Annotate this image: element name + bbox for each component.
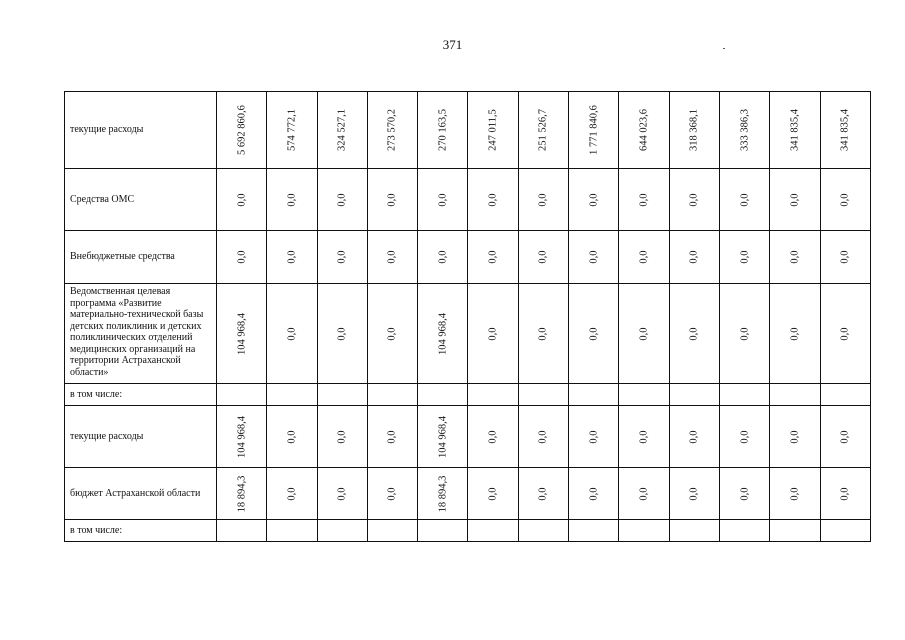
row-label: Средства ОМС xyxy=(65,169,217,231)
cell-value: 0,0 xyxy=(638,429,650,444)
value-cell xyxy=(267,284,317,384)
row-label: бюджет Астраханской области xyxy=(65,468,217,520)
value-cell xyxy=(518,520,568,542)
value-cell xyxy=(669,231,719,284)
value-cell xyxy=(820,92,871,169)
cell-value: 0,0 xyxy=(839,486,851,501)
value-cell xyxy=(669,169,719,231)
cell-value: 0,0 xyxy=(789,429,801,444)
value-cell xyxy=(619,284,669,384)
value-cell xyxy=(468,231,518,284)
cell-value: 0,0 xyxy=(336,429,348,444)
value-cell xyxy=(820,468,871,520)
cell-value: 104 968,4 xyxy=(437,312,449,355)
table-row xyxy=(65,406,871,468)
table-row xyxy=(65,231,871,284)
value-cell xyxy=(216,231,266,284)
cell-value: 318 368,1 xyxy=(688,109,700,151)
value-cell xyxy=(317,284,367,384)
cell-value: 0,0 xyxy=(588,326,600,341)
value-cell xyxy=(569,169,619,231)
cell-value: 0,0 xyxy=(386,486,398,501)
value-cell xyxy=(770,406,820,468)
cell-value: 0,0 xyxy=(487,250,499,264)
value-cell xyxy=(669,384,719,406)
value-cell xyxy=(820,520,871,542)
cell-value: 0,0 xyxy=(286,326,298,341)
cell-value: 270 163,5 xyxy=(437,109,449,151)
value-cell xyxy=(418,406,468,468)
value-cell xyxy=(367,231,417,284)
cell-value: 574 772,1 xyxy=(286,109,298,151)
value-cell xyxy=(216,284,266,384)
cell-value: 0,0 xyxy=(336,250,348,264)
table-row xyxy=(65,284,871,384)
cell-value: 0,0 xyxy=(588,429,600,444)
value-cell xyxy=(820,169,871,231)
value-cell xyxy=(719,468,769,520)
cell-value: 0,0 xyxy=(739,326,751,341)
value-cell xyxy=(569,384,619,406)
value-cell xyxy=(569,231,619,284)
value-cell xyxy=(669,468,719,520)
cell-value: 0,0 xyxy=(739,192,751,207)
value-cell xyxy=(267,406,317,468)
value-cell xyxy=(569,520,619,542)
value-cell xyxy=(367,520,417,542)
cell-value: 0,0 xyxy=(336,326,348,341)
cell-value: 0,0 xyxy=(839,250,851,264)
value-cell xyxy=(317,406,367,468)
cell-value: 0,0 xyxy=(286,250,298,264)
value-cell xyxy=(619,468,669,520)
value-cell xyxy=(719,92,769,169)
value-cell xyxy=(569,92,619,169)
page-number: 371 xyxy=(442,37,463,52)
value-cell xyxy=(267,468,317,520)
value-cell xyxy=(216,468,266,520)
row-label: в том числе: xyxy=(65,520,217,542)
cell-value: 0,0 xyxy=(588,192,600,207)
cell-value: 0,0 xyxy=(437,192,449,207)
value-cell xyxy=(669,284,719,384)
value-cell xyxy=(820,231,871,284)
row-label: Внебюджетные средства xyxy=(65,231,217,284)
cell-value: 0,0 xyxy=(537,192,549,207)
value-cell xyxy=(317,384,367,406)
value-cell xyxy=(216,384,266,406)
value-cell xyxy=(719,169,769,231)
value-cell xyxy=(468,406,518,468)
value-cell xyxy=(468,92,518,169)
value-cell xyxy=(569,284,619,384)
value-cell xyxy=(669,406,719,468)
value-cell xyxy=(770,169,820,231)
cell-value: 0,0 xyxy=(739,486,751,501)
cell-value: 324 527,1 xyxy=(336,109,348,151)
value-cell xyxy=(770,231,820,284)
cell-value: 644 023,6 xyxy=(638,109,650,151)
cell-value: 341 835,4 xyxy=(839,109,851,151)
value-cell xyxy=(468,169,518,231)
cell-value: 0,0 xyxy=(537,486,549,501)
cell-value: 0,0 xyxy=(386,192,398,207)
cell-value: 1 771 840,6 xyxy=(588,105,600,155)
cell-value: 333 386,3 xyxy=(739,109,751,151)
value-cell xyxy=(719,231,769,284)
row-label: текущие расходы xyxy=(65,406,217,468)
value-cell xyxy=(367,92,417,169)
cell-value: 0,0 xyxy=(789,486,801,501)
table-row xyxy=(65,92,871,169)
value-cell xyxy=(317,169,367,231)
value-cell xyxy=(418,92,468,169)
value-cell xyxy=(518,468,568,520)
cell-value: 0,0 xyxy=(638,486,650,501)
value-cell xyxy=(770,468,820,520)
value-cell xyxy=(216,406,266,468)
cell-value: 18 894,3 xyxy=(437,475,449,512)
value-cell xyxy=(267,92,317,169)
value-cell xyxy=(719,384,769,406)
cell-value: 0,0 xyxy=(789,192,801,207)
cell-value: 104 968,4 xyxy=(236,415,248,458)
value-cell xyxy=(418,284,468,384)
row-label: Ведомственная целевая программа «Развитие материально-технической базы детских поликлиник и детских поликлинических отделений медицинских организаций на территории Астраханской области» xyxy=(65,284,217,384)
row-label: текущие расходы xyxy=(65,92,217,169)
row-label: в том числе: xyxy=(65,384,217,406)
budget-table xyxy=(64,91,871,542)
value-cell xyxy=(317,92,367,169)
value-cell xyxy=(418,468,468,520)
value-cell xyxy=(468,284,518,384)
value-cell xyxy=(619,406,669,468)
value-cell xyxy=(619,92,669,169)
table-row xyxy=(65,468,871,520)
scan-speck xyxy=(723,48,725,49)
value-cell xyxy=(418,520,468,542)
cell-value: 0,0 xyxy=(739,250,751,264)
cell-value: 0,0 xyxy=(789,250,801,264)
cell-value: 0,0 xyxy=(688,486,700,501)
table-row xyxy=(65,520,871,542)
cell-value: 0,0 xyxy=(537,250,549,264)
value-cell xyxy=(367,284,417,384)
cell-value: 273 570,2 xyxy=(386,109,398,151)
value-cell xyxy=(418,384,468,406)
value-cell xyxy=(820,284,871,384)
value-cell xyxy=(216,169,266,231)
cell-value: 0,0 xyxy=(336,192,348,207)
value-cell xyxy=(267,231,317,284)
value-cell xyxy=(518,384,568,406)
value-cell xyxy=(267,520,317,542)
cell-value: 0,0 xyxy=(588,486,600,501)
cell-value: 0,0 xyxy=(487,326,499,341)
cell-value: 0,0 xyxy=(487,429,499,444)
cell-value: 0,0 xyxy=(286,486,298,501)
cell-value: 0,0 xyxy=(638,326,650,341)
value-cell xyxy=(468,520,518,542)
table-row xyxy=(65,169,871,231)
value-cell xyxy=(418,169,468,231)
cell-value: 0,0 xyxy=(487,486,499,501)
cell-value: 0,0 xyxy=(789,326,801,341)
value-cell xyxy=(367,468,417,520)
cell-value: 0,0 xyxy=(386,326,398,341)
value-cell xyxy=(719,406,769,468)
cell-value: 0,0 xyxy=(487,192,499,207)
value-cell xyxy=(770,520,820,542)
value-cell xyxy=(317,231,367,284)
cell-value: 0,0 xyxy=(286,192,298,207)
cell-value: 0,0 xyxy=(739,429,751,444)
cell-value: 5 692 860,6 xyxy=(236,105,248,155)
value-cell xyxy=(317,520,367,542)
cell-value: 0,0 xyxy=(688,192,700,207)
cell-value: 0,0 xyxy=(638,250,650,264)
cell-value: 0,0 xyxy=(839,429,851,444)
cell-value: 0,0 xyxy=(386,250,398,264)
cell-value: 247 011,5 xyxy=(487,109,499,151)
cell-value: 18 894,3 xyxy=(236,475,248,512)
value-cell xyxy=(216,92,266,169)
value-cell xyxy=(518,169,568,231)
cell-value: 0,0 xyxy=(688,326,700,341)
cell-value: 0,0 xyxy=(236,250,248,264)
cell-value: 104 968,4 xyxy=(437,415,449,458)
value-cell xyxy=(820,406,871,468)
value-cell xyxy=(267,169,317,231)
cell-value: 341 835,4 xyxy=(789,109,801,151)
value-cell xyxy=(367,169,417,231)
cell-value: 0,0 xyxy=(386,429,398,444)
cell-value: 0,0 xyxy=(336,486,348,501)
value-cell xyxy=(367,406,417,468)
cell-value: 0,0 xyxy=(688,250,700,264)
cell-value: 251 526,7 xyxy=(537,109,549,151)
value-cell xyxy=(770,384,820,406)
value-cell xyxy=(619,520,669,542)
cell-value: 0,0 xyxy=(688,429,700,444)
value-cell xyxy=(518,406,568,468)
cell-value: 0,0 xyxy=(537,326,549,341)
value-cell xyxy=(569,468,619,520)
cell-value: 0,0 xyxy=(537,429,549,444)
value-cell xyxy=(619,384,669,406)
value-cell xyxy=(619,231,669,284)
value-cell xyxy=(619,169,669,231)
value-cell xyxy=(518,92,568,169)
value-cell xyxy=(267,384,317,406)
cell-value: 0,0 xyxy=(839,192,851,207)
value-cell xyxy=(418,231,468,284)
value-cell xyxy=(669,92,719,169)
cell-value: 0,0 xyxy=(638,192,650,207)
value-cell xyxy=(770,92,820,169)
value-cell xyxy=(719,520,769,542)
cell-value: 0,0 xyxy=(839,326,851,341)
value-cell xyxy=(468,468,518,520)
cell-value: 104 968,4 xyxy=(236,312,248,355)
value-cell xyxy=(367,384,417,406)
cell-value: 0,0 xyxy=(236,192,248,207)
value-cell xyxy=(820,384,871,406)
value-cell xyxy=(719,284,769,384)
value-cell xyxy=(518,284,568,384)
value-cell xyxy=(669,520,719,542)
value-cell xyxy=(317,468,367,520)
table-row xyxy=(65,384,871,406)
value-cell xyxy=(518,231,568,284)
value-cell xyxy=(216,520,266,542)
cell-value: 0,0 xyxy=(286,429,298,444)
cell-value: 0,0 xyxy=(437,250,449,264)
value-cell xyxy=(468,384,518,406)
cell-value: 0,0 xyxy=(588,250,600,264)
value-cell xyxy=(569,406,619,468)
value-cell xyxy=(770,284,820,384)
